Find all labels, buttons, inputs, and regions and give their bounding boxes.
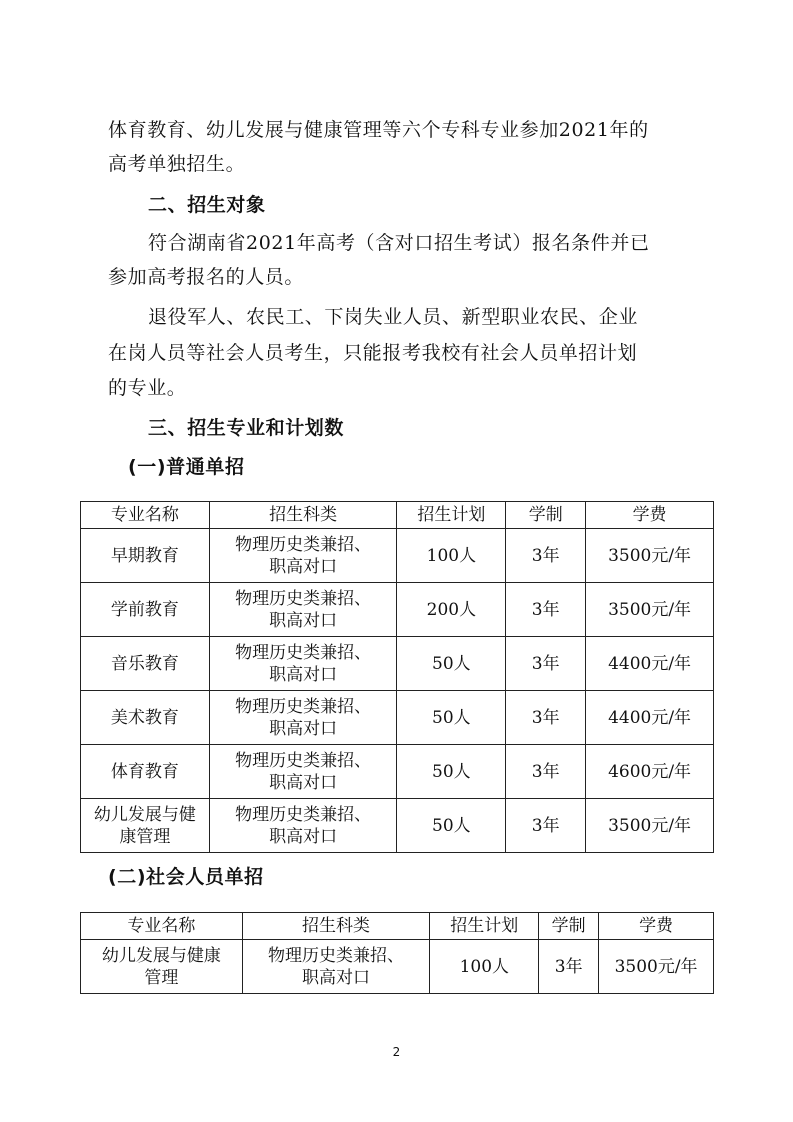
cell-major	[81, 799, 210, 853]
header-years: 学制	[539, 913, 599, 940]
cell-category	[209, 529, 397, 583]
cell-plan: 50人	[397, 637, 506, 691]
cell-fee: 4600元/年	[586, 745, 714, 799]
category-line-1: 物理历史类兼招、	[235, 804, 372, 825]
cell-plan: 50人	[397, 745, 506, 799]
cell-fee: 3500元/年	[599, 940, 714, 994]
cell-category	[242, 940, 430, 994]
cell-years: 3年	[539, 940, 599, 994]
header-fee: 学费	[599, 913, 714, 940]
header-plan: 招生计划	[397, 502, 506, 529]
cell-fee: 3500元/年	[586, 529, 714, 583]
cell-category	[209, 637, 397, 691]
category-line-2: 职高对口	[269, 772, 338, 793]
table-row	[81, 691, 714, 745]
category-line-1: 物理历史类兼招、	[235, 750, 372, 771]
cell-major: 美术教育	[81, 691, 210, 745]
cell-major: 学前教育	[81, 583, 210, 637]
regular-admission-table	[80, 501, 714, 853]
header-category: 招生科类	[242, 913, 430, 940]
section2-heading: 二、招生对象	[148, 194, 266, 216]
subsection2-heading: (二)社会人员单招	[108, 866, 264, 888]
section2-p1-line1: 符合湖南省2021年高考（含对口招生考试）报名条件并已	[148, 232, 650, 254]
major-line-1: 幼儿发展与健	[93, 804, 196, 825]
cell-plan: 100人	[397, 529, 506, 583]
cell-years: 3年	[506, 529, 586, 583]
category-line-2: 职高对口	[269, 610, 338, 631]
cell-years: 3年	[506, 691, 586, 745]
table-header-row	[81, 502, 714, 529]
intro-line-1: 体育教育、幼儿发展与健康管理等六个专科专业参加2021年的	[108, 119, 649, 141]
header-fee: 学费	[586, 502, 714, 529]
cell-fee: 3500元/年	[586, 583, 714, 637]
cell-category	[209, 745, 397, 799]
table-row	[81, 529, 714, 583]
cell-major: 早期教育	[81, 529, 210, 583]
category-line-2: 职高对口	[302, 967, 371, 988]
table-row	[81, 583, 714, 637]
subsection1-heading: (一)普通单招	[128, 456, 245, 478]
cell-plan: 100人	[430, 940, 539, 994]
cell-major: 体育教育	[81, 745, 210, 799]
cell-years: 3年	[506, 799, 586, 853]
cell-plan: 200人	[397, 583, 506, 637]
cell-category	[209, 691, 397, 745]
table-row	[81, 637, 714, 691]
category-line-2: 职高对口	[269, 664, 338, 685]
intro-line-2: 高考单独招生。	[108, 153, 246, 175]
cell-fee: 4400元/年	[586, 691, 714, 745]
header-major: 专业名称	[81, 913, 243, 940]
section2-p2-line2: 在岗人员等社会人员考生，只能报考我校有社会人员单招计划	[108, 342, 638, 364]
cell-plan: 50人	[397, 799, 506, 853]
cell-major	[81, 940, 243, 994]
table-row	[81, 799, 714, 853]
section3-heading: 三、招生专业和计划数	[148, 417, 345, 439]
cell-major: 音乐教育	[81, 637, 210, 691]
header-years: 学制	[506, 502, 586, 529]
category-line-1: 物理历史类兼招、	[235, 588, 372, 609]
table-header-row	[81, 913, 714, 940]
section2-p2-line1: 退役军人、农民工、下岗失业人员、新型职业农民、企业	[148, 306, 639, 328]
cell-category	[209, 799, 397, 853]
cell-fee: 3500元/年	[586, 799, 714, 853]
category-line-2: 职高对口	[269, 826, 338, 847]
table-row	[81, 745, 714, 799]
header-plan: 招生计划	[430, 913, 539, 940]
header-major: 专业名称	[81, 502, 210, 529]
cell-years: 3年	[506, 745, 586, 799]
page-number: 2	[392, 1045, 401, 1059]
major-line-1: 幼儿发展与健康	[101, 945, 221, 966]
section2-p1-line2: 参加高考报名的人员。	[108, 266, 305, 288]
category-line-2: 职高对口	[269, 556, 338, 577]
category-line-1: 物理历史类兼招、	[268, 945, 405, 966]
category-line-2: 职高对口	[269, 718, 338, 739]
table-row	[81, 940, 714, 994]
header-category: 招生科类	[209, 502, 397, 529]
category-line-1: 物理历史类兼招、	[235, 696, 372, 717]
category-line-1: 物理历史类兼招、	[235, 534, 372, 555]
cell-years: 3年	[506, 637, 586, 691]
cell-years: 3年	[506, 583, 586, 637]
major-line-2: 康管理	[119, 826, 171, 847]
cell-category	[209, 583, 397, 637]
social-admission-table	[80, 912, 714, 994]
category-line-1: 物理历史类兼招、	[235, 642, 372, 663]
major-line-2: 管理	[144, 967, 179, 988]
section2-p2-line3: 的专业。	[108, 377, 187, 399]
cell-fee: 4400元/年	[586, 637, 714, 691]
cell-plan: 50人	[397, 691, 506, 745]
